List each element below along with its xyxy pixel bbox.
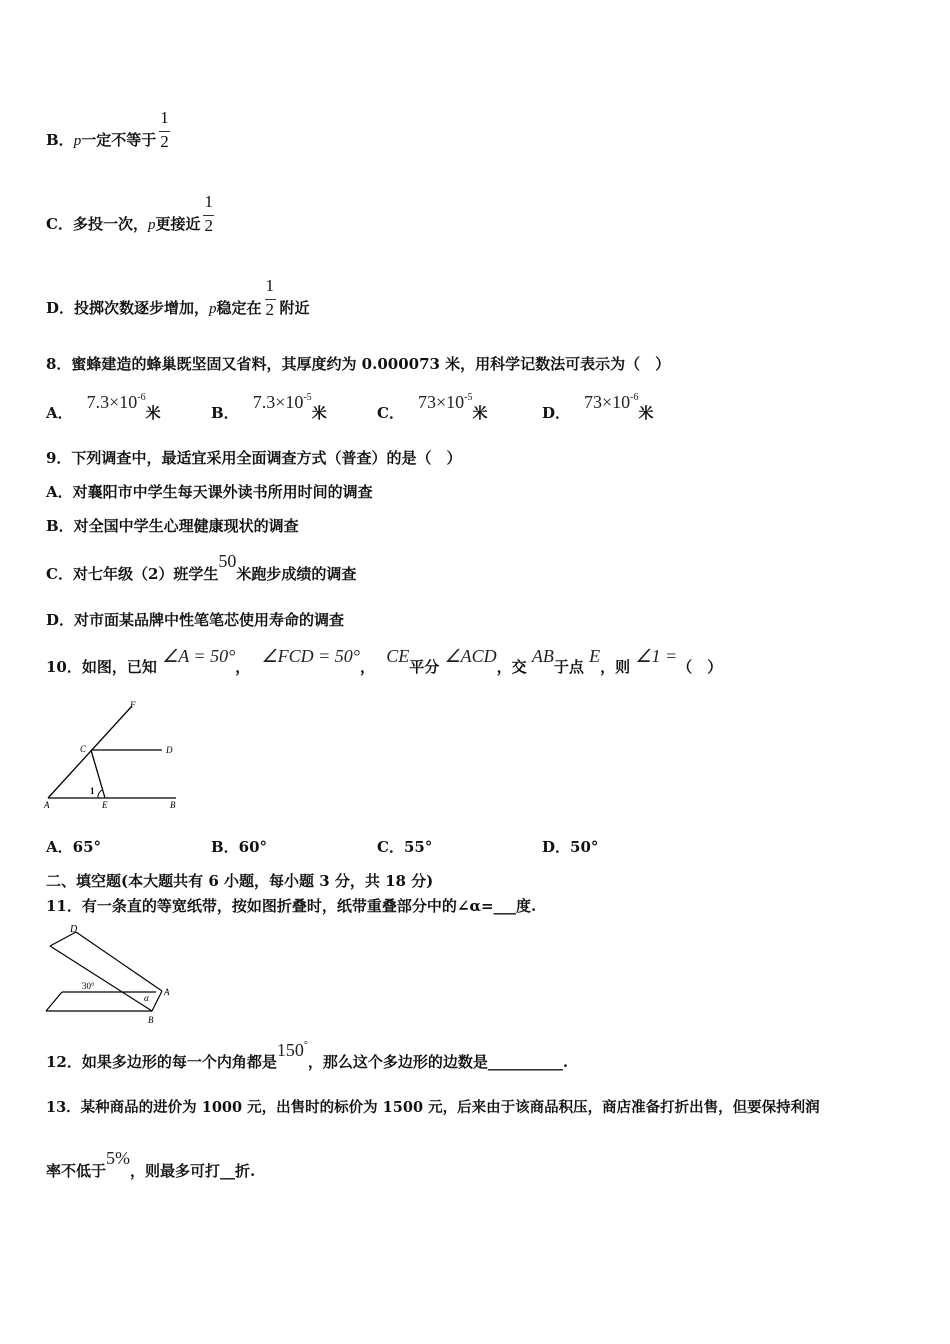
q9-option-d: D．对市面某品牌中性笔笔芯使用寿命的调查 — [46, 611, 345, 629]
angle-1-arc — [98, 790, 102, 798]
q11-figure — [40, 922, 180, 1028]
label-30deg: 30° — [82, 981, 95, 991]
q7-option-d: D．投掷次数逐步增加，p稳定在 $\frac{1}{2}$ 附近 — [46, 286, 310, 332]
q10-option-b: B．60° — [211, 838, 268, 856]
strip-left-end — [46, 992, 62, 1011]
label-angle-1: 1 — [90, 786, 95, 796]
fold-crease — [152, 991, 162, 1011]
q7-option-c: C．多投一次，p更接近 $\frac{1}{2}$ — [46, 202, 218, 248]
label-alpha: α — [144, 993, 149, 1003]
label-b: B — [170, 800, 176, 810]
label-e: E — [102, 800, 108, 810]
q8-option-b: B．$7.3\times 10^{-5}$米 — [211, 392, 327, 422]
label-c: C — [80, 744, 87, 754]
q8-option-d: D．$73\times 10^{-6}$米 — [542, 392, 654, 422]
q12-stem: 12．如果多边形的每一个内角都是150°，那么这个多边形的边数是__________. — [46, 1040, 569, 1071]
q8-stem: 8．蜜蜂建造的蜂巢既坚固又省料，其厚度约为 0.000073 米，用科学记数法可表示为（ ） — [46, 355, 671, 373]
fraction-half: $\frac{1}{2}$ — [265, 276, 275, 319]
label-a: A — [44, 800, 50, 810]
label-a: A — [164, 987, 170, 997]
label-b: B — [148, 1015, 154, 1025]
q8-option-c: C．$73\times 10^{-5}$米 — [377, 392, 488, 422]
q10-option-a: A．65° — [46, 838, 102, 856]
label-d: D — [70, 924, 78, 935]
label-f: F — [130, 700, 136, 710]
fraction-half: $\frac{1}{2}$ — [160, 108, 169, 151]
line-af — [48, 706, 132, 798]
q10-figure — [40, 696, 190, 814]
q9-option-a: A．对襄阳市中学生每天课外读书所用时间的调查 — [46, 483, 373, 501]
label-d: D — [166, 745, 173, 755]
q10-stem: 10．如图，已知 ∠A = 50°， ∠FCD = 50°， CE平分 ∠ACD，交 AB于点 E，则 ∠1 =（ ） — [46, 646, 723, 676]
q11-stem: 11．有一条直的等宽纸带，按如图折叠时，纸带重叠部分中的∠α=___度. — [46, 897, 537, 915]
q10-option-d: D．50° — [542, 838, 599, 856]
q13-line-1: 13．某种商品的进价为 1000 元，出售时的标价为 1500 元，后来由于该商品积压，商店准备打折出售，但要保持利润 — [46, 1099, 820, 1116]
q9-option-c: C．对七年级（2）班学生50米跑步成绩的调查 — [46, 551, 357, 583]
q13-line-2: 率不低于5%，则最多可打__折. — [46, 1148, 256, 1180]
fraction-half: $\frac{1}{2}$ — [204, 192, 213, 235]
q9-option-b: B．对全国中学生心理健康现状的调查 — [46, 517, 299, 535]
q10-option-c: C．55° — [377, 838, 433, 856]
section-2-heading: 二、填空题(本大题共有 6 小题，每小题 3 分，共 18 分) — [46, 872, 434, 890]
fold-edge-2 — [50, 946, 152, 1011]
q7-option-b: B．p一定不等于 $\frac{1}{2}$ — [46, 118, 174, 164]
q8-option-a: A．$7.3\times 10^{-6}$米 — [46, 392, 161, 422]
q9-stem: 9．下列调查中，最适宜采用全面调查方式（普查）的是（ ） — [46, 449, 462, 467]
